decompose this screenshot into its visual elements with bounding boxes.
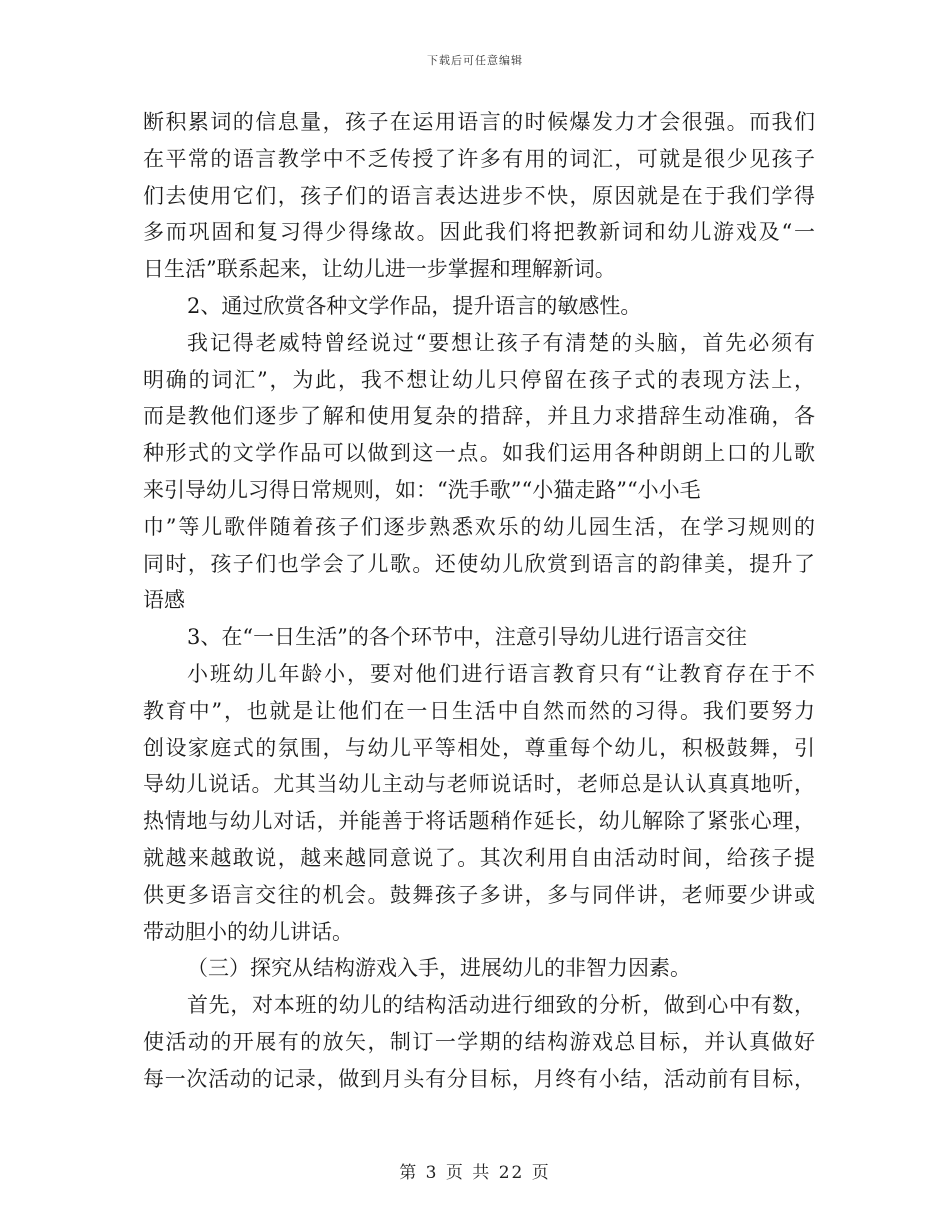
page-header: 下载后可任意编辑 <box>427 54 523 67</box>
paragraph-line: 小班幼儿年龄小，要对他们进行语言教育只有“让教育存在于不 <box>187 661 815 686</box>
page-footer: 第 3 页 共 22 页 <box>399 1163 551 1183</box>
paragraph-line: 每一次活动的记录，做到月头有分目标，月终有小结，活动前有目标， <box>143 1066 815 1091</box>
paragraph-line: 种形式的文学作品可以做到这一点。如我们运用各种朗朗上口的儿歌 <box>143 441 815 466</box>
paragraph-line: 导幼儿说话。尤其当幼儿主动与老师说话时，老师总是认认真真地听， <box>143 772 815 797</box>
paragraph-line: 供更多语言交往的机会。鼓舞孩子多讲，多与同伴讲，老师要少讲或 <box>143 882 815 907</box>
paragraph-line: 热情地与幼儿对话，并能善于将话题稍作延长，幼儿解除了紧张心理， <box>143 809 815 834</box>
paragraph-line: 创设家庭式的氛围，与幼儿平等相处，尊重每个幼儿，积极鼓舞，引 <box>143 735 815 760</box>
paragraph-line: 就越来越敢说，越来越同意说了。其次利用自由活动时间，给孩子提 <box>143 845 815 870</box>
paragraph-line: 日生活”联系起来，让幼儿进一步掌握和理解新词。 <box>143 257 616 282</box>
paragraph-line: 在平常的语言教学中不乏传授了许多有用的词汇，可就是很少见孩子 <box>143 146 815 171</box>
paragraph-line: 语感 <box>143 588 185 613</box>
paragraph-line: 巾”等儿歌伴随着孩子们逐步熟悉欢乐的幼儿园生活，在学习规则的 <box>143 514 815 539</box>
paragraph-line: 们去使用它们，孩子们的语言表达进步不快，原因就是在于我们学得 <box>143 183 815 208</box>
paragraph-line: 断积累词的信息量，孩子在运用语言的时候爆发力才会很强。而我们 <box>143 110 815 134</box>
paragraph-line: 多而巩固和复习得少得缘故。因此我们将把教新词和幼儿游戏及“一 <box>143 220 815 245</box>
paragraph-line: 带动胆小的幼儿讲话。 <box>143 919 353 944</box>
paragraph-line: 教育中”，也就是让他们在一日生活中自然而然的习得。我们要努力 <box>143 698 815 723</box>
paragraph-line: 使活动的开展有的放矢，制订一学期的结构游戏总目标，并认真做好 <box>143 1029 815 1054</box>
paragraph-line: 而是教他们逐步了解和使用复杂的措辞，并且力求措辞生动准确，各 <box>143 404 815 429</box>
paragraph-line: 首先，对本班的幼儿的结构活动进行细致的分析，做到心中有数， <box>187 993 815 1018</box>
paragraph-line: 同时，孩子们也学会了儿歌。还使幼儿欣赏到语言的韵律美，提升了 <box>143 551 815 576</box>
section-heading: 2、通过欣赏各种文学作品，提升语言的敏感性。 <box>187 293 642 318</box>
section-heading: （三）探究从结构游戏入手，进展幼儿的非智力因素。 <box>187 956 691 981</box>
paragraph-line: 明确的词汇”，为此，我不想让幼儿只停留在孩子式的表现方法上， <box>143 367 815 392</box>
section-heading: 3、在“一日生活”的各个环节中，注意引导幼儿进行语言交往 <box>187 625 747 650</box>
paragraph-line: 来引导幼儿习得日常规则，如：“洗手歌”“小猫走路”“小小毛 <box>143 477 701 502</box>
paragraph-line: 我记得老威特曾经说过“要想让孩子有清楚的头脑，首先必须有 <box>187 330 815 355</box>
document-body <box>143 104 815 1098</box>
